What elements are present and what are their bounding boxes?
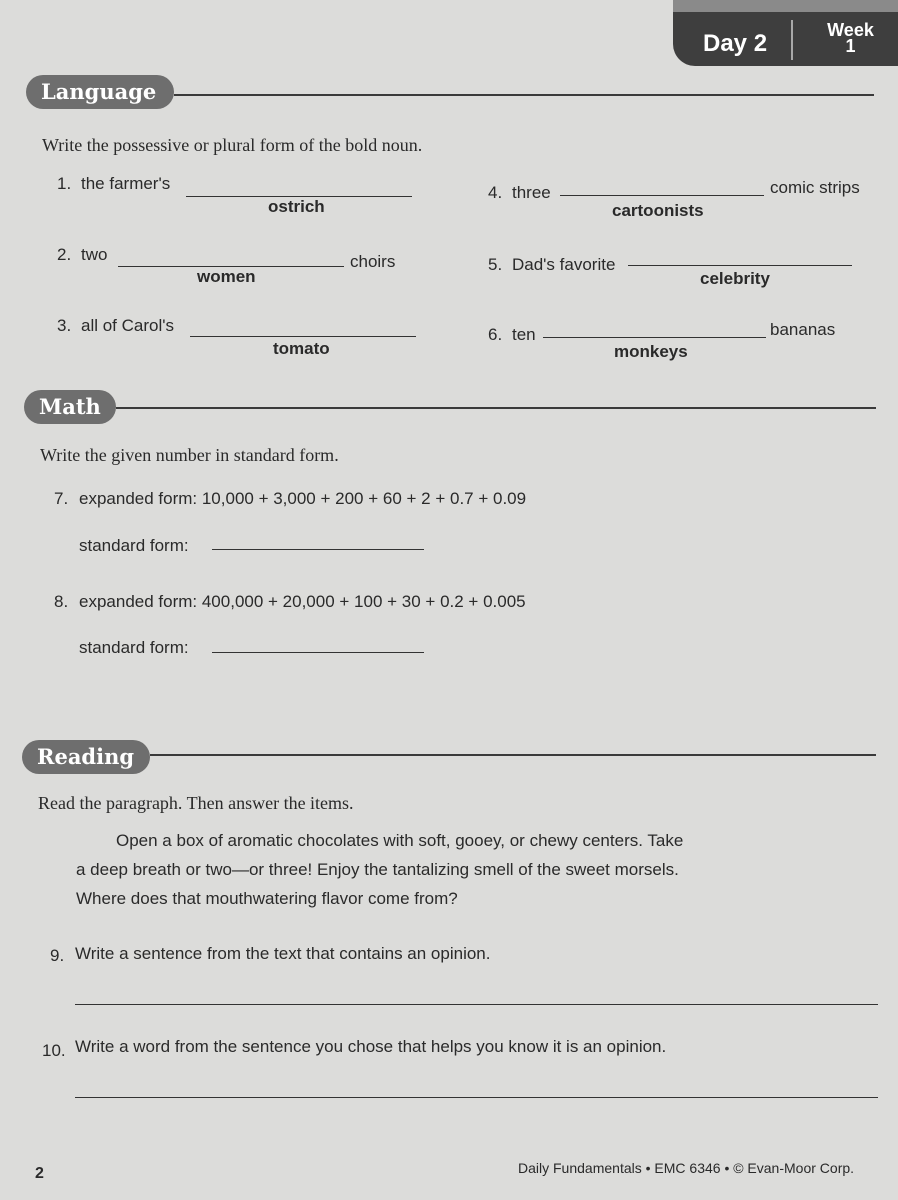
math-instruction: Write the given number in standard form. [40,445,339,465]
bold-noun: monkeys [614,342,688,361]
item-number: 1. [57,174,72,193]
page-number: 2 [35,1165,44,1182]
answer-line[interactable] [560,195,764,196]
item-number: 7. [54,489,69,508]
item-suffix: comic strips [770,178,860,197]
bold-noun: celebrity [700,269,770,288]
paragraph-line: a deep breath or two—or three! Enjoy the tantalizing smell of the sweet morsels. [76,860,679,879]
section-rule [116,407,876,409]
week-label [803,22,898,54]
item-prefix: all of Carol's [81,316,175,335]
section-rule [174,94,874,96]
item-number: 10. [42,1041,66,1060]
standard-form-answer-line[interactable] [212,652,424,653]
math-title: Math [24,390,116,424]
item-prefix: two [81,245,108,264]
item-prefix: three [512,183,551,202]
bold-noun: tomato [273,339,330,358]
language-instruction: Write the possessive or plural form of the bold noun. [42,135,423,155]
language-title: Language [26,75,174,109]
question-text: Write a word from the sentence you chose that helps you know it is an opinion. [75,1037,667,1056]
paragraph-line: Open a box of aromatic chocolates with soft, gooey, or chewy centers. Take [116,831,684,850]
bold-noun: women [197,267,256,286]
item-suffix: bananas [770,320,836,339]
paragraph-line: Where does that mouthwatering flavor come from? [76,889,458,908]
standard-form-label: standard form: [79,536,189,555]
item-number: 3. [57,316,72,335]
bold-noun: ostrich [268,197,325,216]
expanded-form: expanded form: 10,000 + 3,000 + 200 + 60 + 2 + 0.7 + 0.09 [79,489,527,508]
item-number: 2. [57,245,72,264]
bold-noun: cartoonists [612,201,704,220]
tab-top-strip [673,0,898,12]
question-text: Write a sentence from the text that contains an opinion. [75,944,491,963]
item-prefix: the farmer's [81,174,171,193]
footer-credit: Daily Fundamentals • EMC 6346 • © Evan-Moor Corp. [518,1160,855,1176]
answer-line[interactable] [190,336,416,337]
item-number: 5. [488,255,503,274]
item-number: 9. [50,946,65,965]
standard-form-answer-line[interactable] [212,549,424,550]
reading-title: Reading [22,740,150,774]
week-number: 1 [845,36,856,56]
item-number: 4. [488,183,503,202]
item-number: 6. [488,325,503,344]
day-week-tab [673,0,898,66]
day-label: Day 2 [703,30,768,57]
item-number: 8. [54,592,69,611]
expanded-form: expanded form: 400,000 + 20,000 + 100 + 30 + 0.2 + 0.005 [79,592,526,611]
item-prefix: Dad's favorite [512,255,616,274]
section-rule [150,754,876,756]
answer-line[interactable] [628,265,852,266]
answer-line[interactable] [75,1097,878,1098]
answer-line[interactable] [543,337,766,338]
standard-form-label: standard form: [79,638,189,657]
week-word: Week [827,20,874,40]
reading-instruction: Read the paragraph. Then answer the items. [38,793,354,813]
tab-divider [791,20,793,60]
answer-line[interactable] [75,1004,878,1005]
item-prefix: ten [512,325,536,344]
item-suffix: choirs [350,252,396,271]
